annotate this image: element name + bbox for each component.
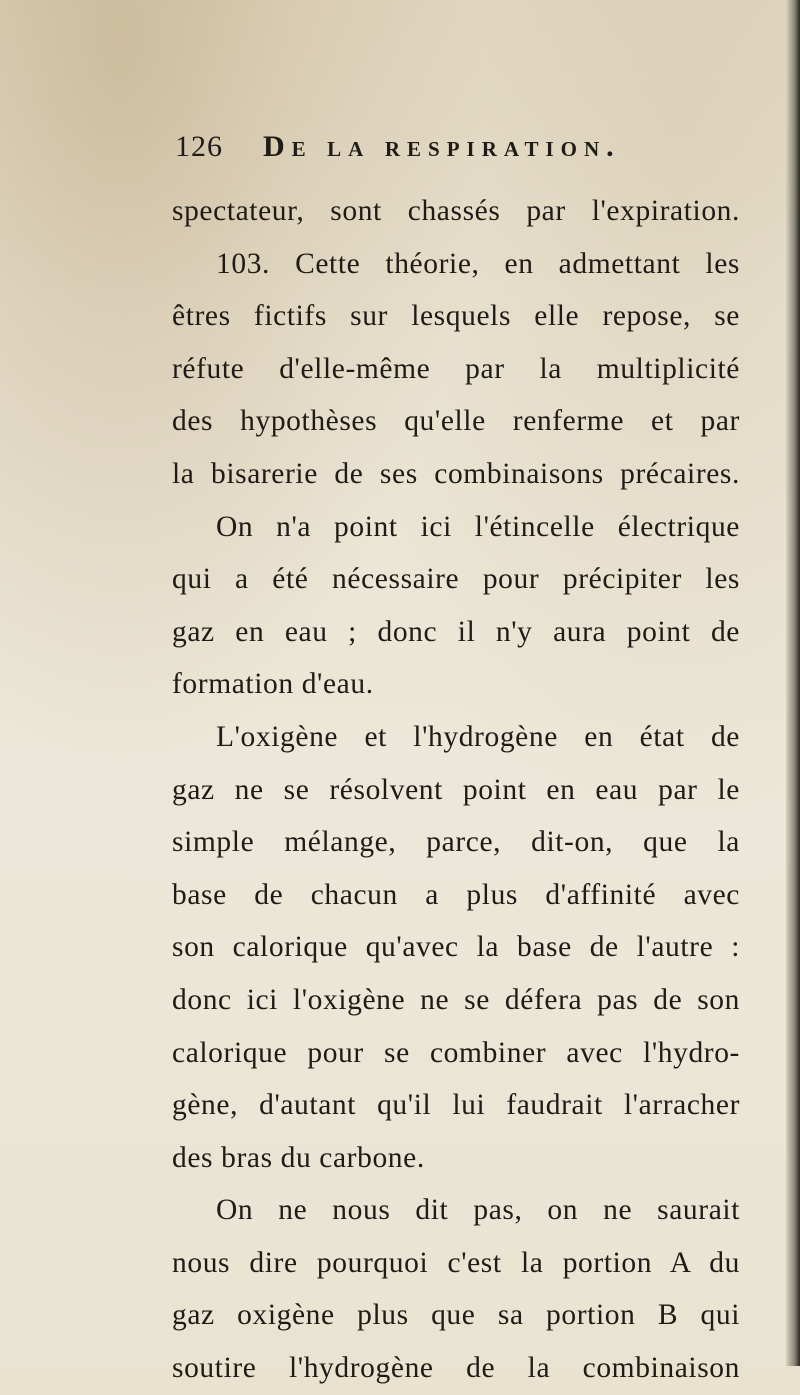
text-line: nous dire pourquoi c'est la portion A du [172,1246,740,1279]
page-header [175,130,675,170]
text-line: gaz ne se résolvent point en eau par le [172,773,740,806]
text-line: son calorique qu'avec la base de l'autre : [172,931,740,964]
text-line: L'oxigène et l'hydrogène en état de [216,720,740,753]
text-line: des hypothèses qu'elle renferme et par [172,405,740,438]
text-line: des bras du carbone. [172,1141,425,1174]
text-line: calorique pour se combiner avec l'hydro- [172,1036,740,1069]
text-line: simple mélange, parce, dit-on, que la [172,826,740,859]
text-line: spectateur, sont chassés par l'expiration. [172,195,740,227]
text-line: réfute d'elle-même par la multiplicité [172,352,740,385]
text-line: gène, d'autant qu'il lui faudrait l'arracher [172,1089,740,1122]
text-line: gaz oxigène plus que sa portion B qui [172,1299,740,1332]
text-line: la bisarerie de ses combinaisons précaires. [172,457,740,490]
text-line: donc ici l'oxigène ne se défera pas de son [172,983,740,1016]
text-line: On ne nous dit pas, on ne saurait [216,1194,740,1227]
text-line: formation d'eau. [172,668,374,701]
running-title: De la respiration. [263,130,621,163]
text-line: gaz en eau ; donc il n'y aura point de [172,615,740,648]
text-line: 103. Cette théorie, en admettant les [216,247,740,280]
text-line: base de chacun a plus d'affinité avec [172,878,740,911]
text-line: On n'a point ici l'étincelle électrique [216,510,740,543]
text-line: soutire l'hydrogène de la combinaison [172,1352,740,1385]
body-text [172,185,740,1395]
text-line: qui a été nécessaire pour précipiter les [172,563,740,596]
page-number: 126 [175,130,223,163]
page-edge-shadow [786,0,800,1366]
text-line: êtres fictifs sur lesquels elle repose, se [172,300,740,333]
